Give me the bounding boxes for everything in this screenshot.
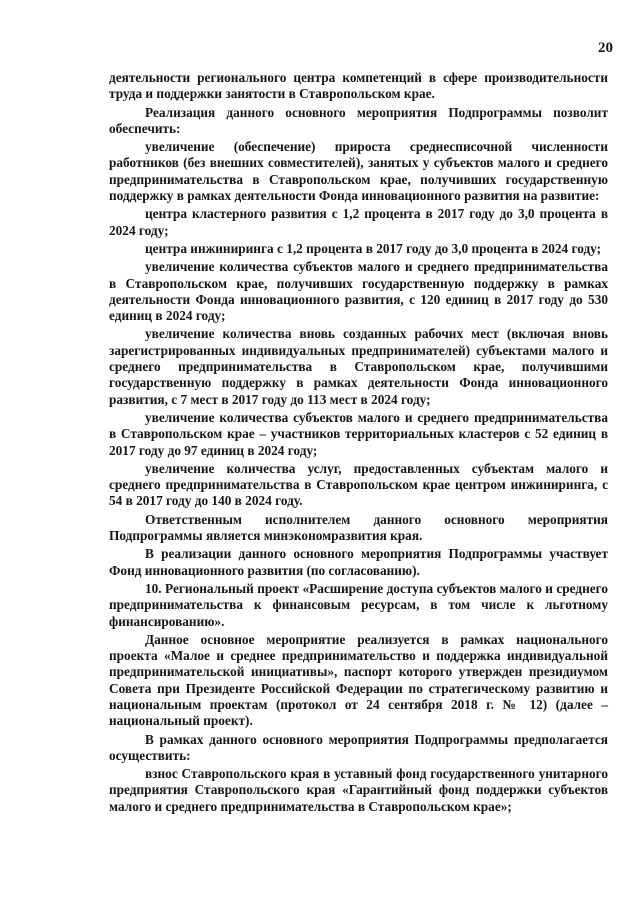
paragraph: взнос Ставропольского края в уставный фонд государственного унитарного предприятия Ставропольского края «Гарантийный фонд поддержки субъектов малого и среднего предпринимательства в Ставропольском крае»; (109, 766, 608, 814)
paragraph: увеличение количества вновь созданных рабочих мест (включая вновь зарегистрированных индивидуальных предпринимателей) субъектами малого и среднего предпринимательства в Ставропольском крае, получившими государственную поддержку в рамках деятельности Фонда инновационного развития, с 7 мест в 2017 году до 113 мест в 2024 году; (109, 326, 608, 407)
paragraph: деятельности регионального центра компетенций в сфере производительности труда и поддержки занятости в Ставропольском крае. (109, 70, 608, 102)
paragraph: Данное основное мероприятие реализуется в рамках национального проекта «Малое и среднее предпринимательство и поддержка индивидуальной предпринимательской инициативы», паспорт которого утвержден президиумом Совета при Президенте Российской Федерации по стратегическому развитию и национальным проектам (протокол от 24 сентября 2018 г. № 12) (далее – национальный проект). (109, 631, 608, 729)
page-number: 20 (598, 40, 613, 56)
paragraph: В реализации данного основного мероприятия Подпрограммы участвует Фонд инновационного развития (по согласованию). (109, 546, 608, 578)
paragraph: центра кластерного развития с 1,2 процента в 2017 году до 3,0 процента в 2024 году; (109, 206, 608, 238)
paragraph: увеличение количества субъектов малого и среднего предпринимательства в Ставропольском крае – участников территориальных кластеров с 52 единиц в 2017 году до 97 единиц в 2024 году; (109, 409, 608, 458)
paragraph: увеличение (обеспечение) прироста среднесписочной численности работников (без внешних совместителей), занятых у субъектов малого и среднего предпринимательства в Ставропольском крае, получивших государственную поддержку в рамках деятельности Фонда инновационного развития на развитие: (109, 139, 608, 204)
paragraph: Ответственным исполнителем данного основного мероприятия Подпрограммы является минэкономразвития края. (109, 511, 608, 544)
paragraph: центра инжиниринга с 1,2 процента в 2017 году до 3,0 процента в 2024 году; (145, 240, 602, 256)
section-heading: 10. Региональный проект «Расширение доступа субъектов малого и среднего предпринимательства к финансовым ресурсам, в том числе к льготному финансированию». (109, 580, 608, 629)
document-body (109, 70, 608, 817)
paragraph: увеличение количества услуг, предоставленных субъектам малого и среднего предпринимательства в Ставропольском крае центром инжиниринга, с 54 в 2017 году до 140 в 2024 году. (109, 460, 608, 509)
paragraph: В рамках данного основного мероприятия Подпрограммы предполагается осуществить: (109, 731, 608, 763)
paragraph: Реализация данного основного мероприятия Подпрограммы позволит обеспечить: (109, 104, 608, 136)
paragraph: увеличение количества субъектов малого и среднего предпринимательства в Ставропольском крае, получивших государственную поддержку в рамках деятельности Фонда инновационного развития, с 120 единиц в 2017 году до 530 единиц в 2024 году; (109, 259, 608, 324)
